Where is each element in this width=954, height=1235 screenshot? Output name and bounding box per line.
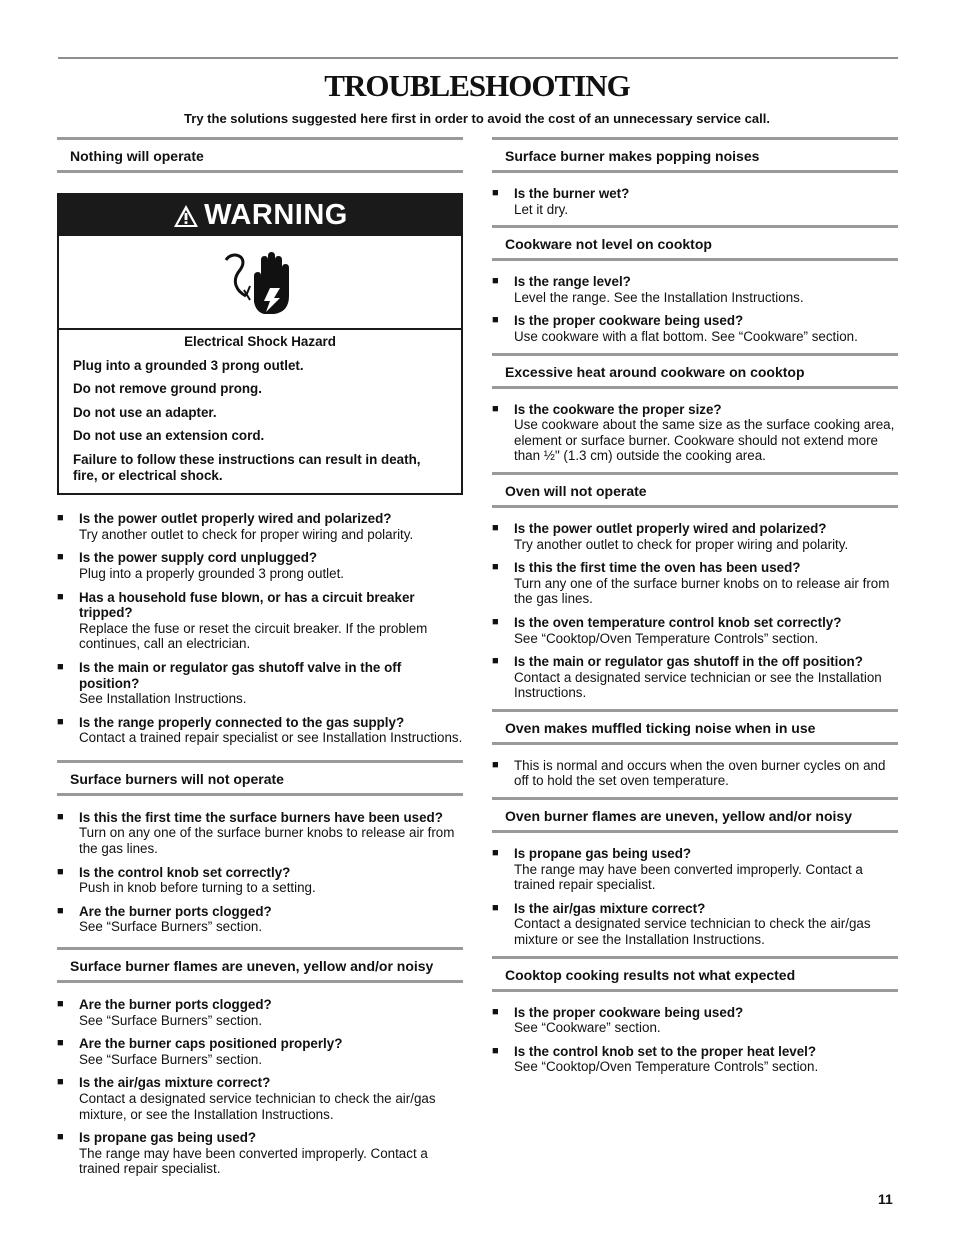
not-level-list xyxy=(492,274,898,344)
answer: Try another outlet to check for proper wiring and polarity. xyxy=(79,526,414,542)
question: Is the power outlet properly wired and polarized? xyxy=(514,520,827,536)
intro-text: Try the solutions suggested here first in order to avoid the cost of an unnecessary service call. xyxy=(184,111,770,126)
surface-flames-list xyxy=(57,997,463,1177)
bullet-icon: ■ xyxy=(492,1005,499,1018)
bullet-icon: ■ xyxy=(492,615,499,628)
section-heading: Oven will not operate xyxy=(492,472,898,508)
section-oven-flames xyxy=(492,797,898,948)
list-item xyxy=(57,715,463,746)
answer: Let it dry. xyxy=(514,201,569,217)
bullet-icon: ■ xyxy=(57,512,64,525)
list-item xyxy=(57,904,463,935)
answer: See “Surface Burners” section. xyxy=(79,919,263,935)
question: Is the range level? xyxy=(514,274,631,290)
list-item xyxy=(57,810,463,857)
question: Is the oven temperature control knob set correctly? xyxy=(514,614,842,630)
section-surface-flames xyxy=(57,947,463,1177)
list-item xyxy=(57,511,463,542)
section-heading: Oven burner flames are uneven, yellow and/or noisy xyxy=(492,797,898,833)
list-item xyxy=(57,660,463,707)
cooking-results-list xyxy=(492,1005,898,1075)
section-oven-not-operate xyxy=(492,472,898,701)
bullet-icon: ■ xyxy=(492,561,499,574)
bullet-icon: ■ xyxy=(57,1037,64,1050)
section-excessive-heat xyxy=(492,353,898,464)
question: Is the cookware the proper size? xyxy=(514,401,722,417)
question: Is the power outlet properly wired and polarized? xyxy=(79,511,392,527)
list-item xyxy=(492,186,898,217)
list-item xyxy=(492,758,898,789)
list-item xyxy=(492,654,898,701)
answer: The range may have been converted improperly. Contact a trained repair specialist. xyxy=(514,861,863,893)
list-item xyxy=(492,901,898,948)
page-number: 11 xyxy=(878,1191,893,1207)
hazard-title: Electrical Shock Hazard xyxy=(184,334,336,349)
bullet-icon: ■ xyxy=(492,314,499,327)
answer: Contact a designated service technician to check the air/gas mixture, or see the Installation Instructions. xyxy=(79,1091,436,1122)
page-title: TROUBLESHOOTING xyxy=(324,68,630,103)
warning-line: Plug into a grounded 3 prong outlet. xyxy=(73,357,304,373)
bullet-icon: ■ xyxy=(57,998,64,1011)
list-item xyxy=(57,1130,463,1177)
question: Has a household fuse blown, or has a circuit breaker tripped? xyxy=(79,589,415,621)
answer: Level the range. See the Installation Instructions. xyxy=(514,289,804,305)
question: Is the proper cookware being used? xyxy=(514,1004,744,1020)
answer: Try another outlet to check for proper wiring and polarity. xyxy=(514,536,849,552)
bullet-icon: ■ xyxy=(492,655,499,668)
question: Is the main or regulator gas shutoff valve in the off position? xyxy=(79,659,402,691)
question: Is the control knob set to the proper heat level? xyxy=(514,1043,817,1059)
ticking-list xyxy=(492,758,898,789)
nothing-will-operate-list xyxy=(57,511,463,746)
surface-burners-list xyxy=(57,810,463,935)
right-column xyxy=(492,137,898,1083)
question: Is propane gas being used? xyxy=(514,846,692,862)
list-item xyxy=(492,560,898,607)
bullet-icon: ■ xyxy=(492,187,499,199)
answer: Push in knob before turning to a setting. xyxy=(79,880,316,896)
list-item xyxy=(492,1005,898,1036)
bullet-icon: ■ xyxy=(492,847,499,860)
answer: See “Surface Burners” section. xyxy=(79,1051,263,1067)
bullet-icon: ■ xyxy=(57,660,64,673)
bullet-icon: ■ xyxy=(57,590,64,603)
bullet-icon: ■ xyxy=(57,715,64,728)
electric-shock-hand-icon xyxy=(220,246,300,318)
warning-triangle-icon xyxy=(172,203,200,229)
question: Is the control knob set correctly? xyxy=(79,864,291,880)
list-item xyxy=(57,865,463,896)
warning-line: Do not use an adapter. xyxy=(73,404,217,420)
section-heading: Surface burners will not operate xyxy=(57,760,463,796)
answer: Use cookware about the same size as the surface cooking area, element or surface burner. Cookware should not extend more than ½" (1.3 cm) outside the cooking area. xyxy=(514,417,895,464)
question: Is the main or regulator gas shutoff in the off position? xyxy=(514,654,863,670)
bullet-icon: ■ xyxy=(57,551,64,564)
warning-line: Failure to follow these instructions can result in death, fire, or electrical shock. xyxy=(73,451,421,483)
question: Is this the first time the oven has been used? xyxy=(514,560,801,576)
bullet-icon: ■ xyxy=(492,1044,499,1057)
bullet-icon: ■ xyxy=(492,901,499,914)
section-cooking-results xyxy=(492,956,898,1075)
section-popping xyxy=(492,137,898,217)
answer: Contact a designated service technician or see the Installation Instructions. xyxy=(514,669,882,701)
list-item xyxy=(57,1075,463,1122)
bullet-icon: ■ xyxy=(492,758,499,771)
section-heading: Surface burner flames are uneven, yellow and/or noisy xyxy=(57,947,463,983)
question: Is the power supply cord unplugged? xyxy=(79,550,318,566)
section-heading: Surface burner makes popping noises xyxy=(492,137,898,173)
top-rule xyxy=(58,57,898,59)
question: Is propane gas being used? xyxy=(79,1130,257,1146)
list-item xyxy=(492,521,898,552)
question: Are the burner ports clogged? xyxy=(79,903,272,919)
popping-list xyxy=(492,186,898,217)
answer: Turn any one of the surface burner knobs on to release air from the gas lines. xyxy=(514,575,890,607)
bullet-icon: ■ xyxy=(492,275,499,288)
question: Is this the first time the surface burners have been used? xyxy=(79,809,443,825)
list-item xyxy=(492,1044,898,1075)
bullet-icon: ■ xyxy=(57,1076,64,1089)
hazard-area xyxy=(59,236,461,330)
section-surface-burners xyxy=(57,760,463,935)
list-item xyxy=(492,615,898,646)
oven-flames-list xyxy=(492,846,898,948)
question: Is the range properly connected to the gas supply? xyxy=(79,714,405,730)
answer: See Installation Instructions. xyxy=(79,691,247,707)
excessive-heat-list xyxy=(492,402,898,464)
section-heading: Excessive heat around cookware on cooktop xyxy=(492,353,898,389)
bullet-icon: ■ xyxy=(57,865,64,878)
question: Is the air/gas mixture correct? xyxy=(79,1075,271,1091)
answer: Turn on any one of the surface burner knobs to release air from the gas lines. xyxy=(79,825,455,857)
answer: Contact a designated service technician to check the air/gas mixture or see the Installation Instructions. xyxy=(514,916,871,948)
statement: This is normal and occurs when the oven burner cycles on and off to hold the set oven temperature. xyxy=(514,757,886,789)
section-not-level xyxy=(492,225,898,344)
oven-not-operate-list xyxy=(492,521,898,701)
question: Are the burner ports clogged? xyxy=(79,997,272,1013)
question: Is the proper cookware being used? xyxy=(514,313,744,329)
answer: Use cookware with a flat bottom. See “Cookware” section. xyxy=(514,328,858,344)
question: Are the burner caps positioned properly? xyxy=(79,1036,343,1052)
warning-line: Do not remove ground prong. xyxy=(73,381,262,397)
list-item xyxy=(492,402,898,464)
list-item xyxy=(57,550,463,581)
list-item xyxy=(492,846,898,893)
warning-box xyxy=(57,193,463,495)
section-heading: Cooktop cooking results not what expected xyxy=(492,956,898,992)
answer: See “Cooktop/Oven Temperature Controls” section. xyxy=(514,630,819,646)
bullet-icon: ■ xyxy=(57,904,64,917)
answer: See “Surface Burners” section. xyxy=(79,1012,263,1028)
answer: The range may have been converted improperly. Contact a trained repair specialist. xyxy=(79,1145,428,1177)
answer: See “Cooktop/Oven Temperature Controls” section. xyxy=(514,1059,819,1075)
answer: Plug into a properly grounded 3 prong outlet. xyxy=(79,565,345,581)
answer: Contact a trained repair specialist or see Installation Instructions. xyxy=(79,730,463,746)
bullet-icon: ■ xyxy=(492,521,499,534)
section-heading: Nothing will operate xyxy=(57,137,463,173)
bullet-icon: ■ xyxy=(492,402,499,415)
section-nothing-will-operate xyxy=(57,137,463,746)
list-item xyxy=(57,590,463,652)
warning-line: Do not use an extension cord. xyxy=(73,428,265,444)
bullet-icon: ■ xyxy=(57,810,64,823)
section-heading: Oven makes muffled ticking noise when in use xyxy=(492,709,898,745)
question: Is the burner wet? xyxy=(514,186,630,201)
warning-label: WARNING xyxy=(204,198,348,231)
bullet-icon: ■ xyxy=(57,1131,64,1144)
question: Is the air/gas mixture correct? xyxy=(514,900,706,916)
list-item xyxy=(57,997,463,1028)
left-column xyxy=(57,137,463,1185)
answer: Replace the fuse or reset the circuit breaker. If the problem continues, call an electrician. xyxy=(79,620,428,652)
section-heading: Cookware not level on cooktop xyxy=(492,225,898,261)
warning-banner xyxy=(59,195,461,236)
answer: See “Cookware” section. xyxy=(514,1020,661,1036)
list-item xyxy=(492,274,898,305)
list-item xyxy=(492,313,898,344)
warning-text xyxy=(59,330,461,493)
list-item xyxy=(57,1036,463,1067)
section-ticking xyxy=(492,709,898,789)
